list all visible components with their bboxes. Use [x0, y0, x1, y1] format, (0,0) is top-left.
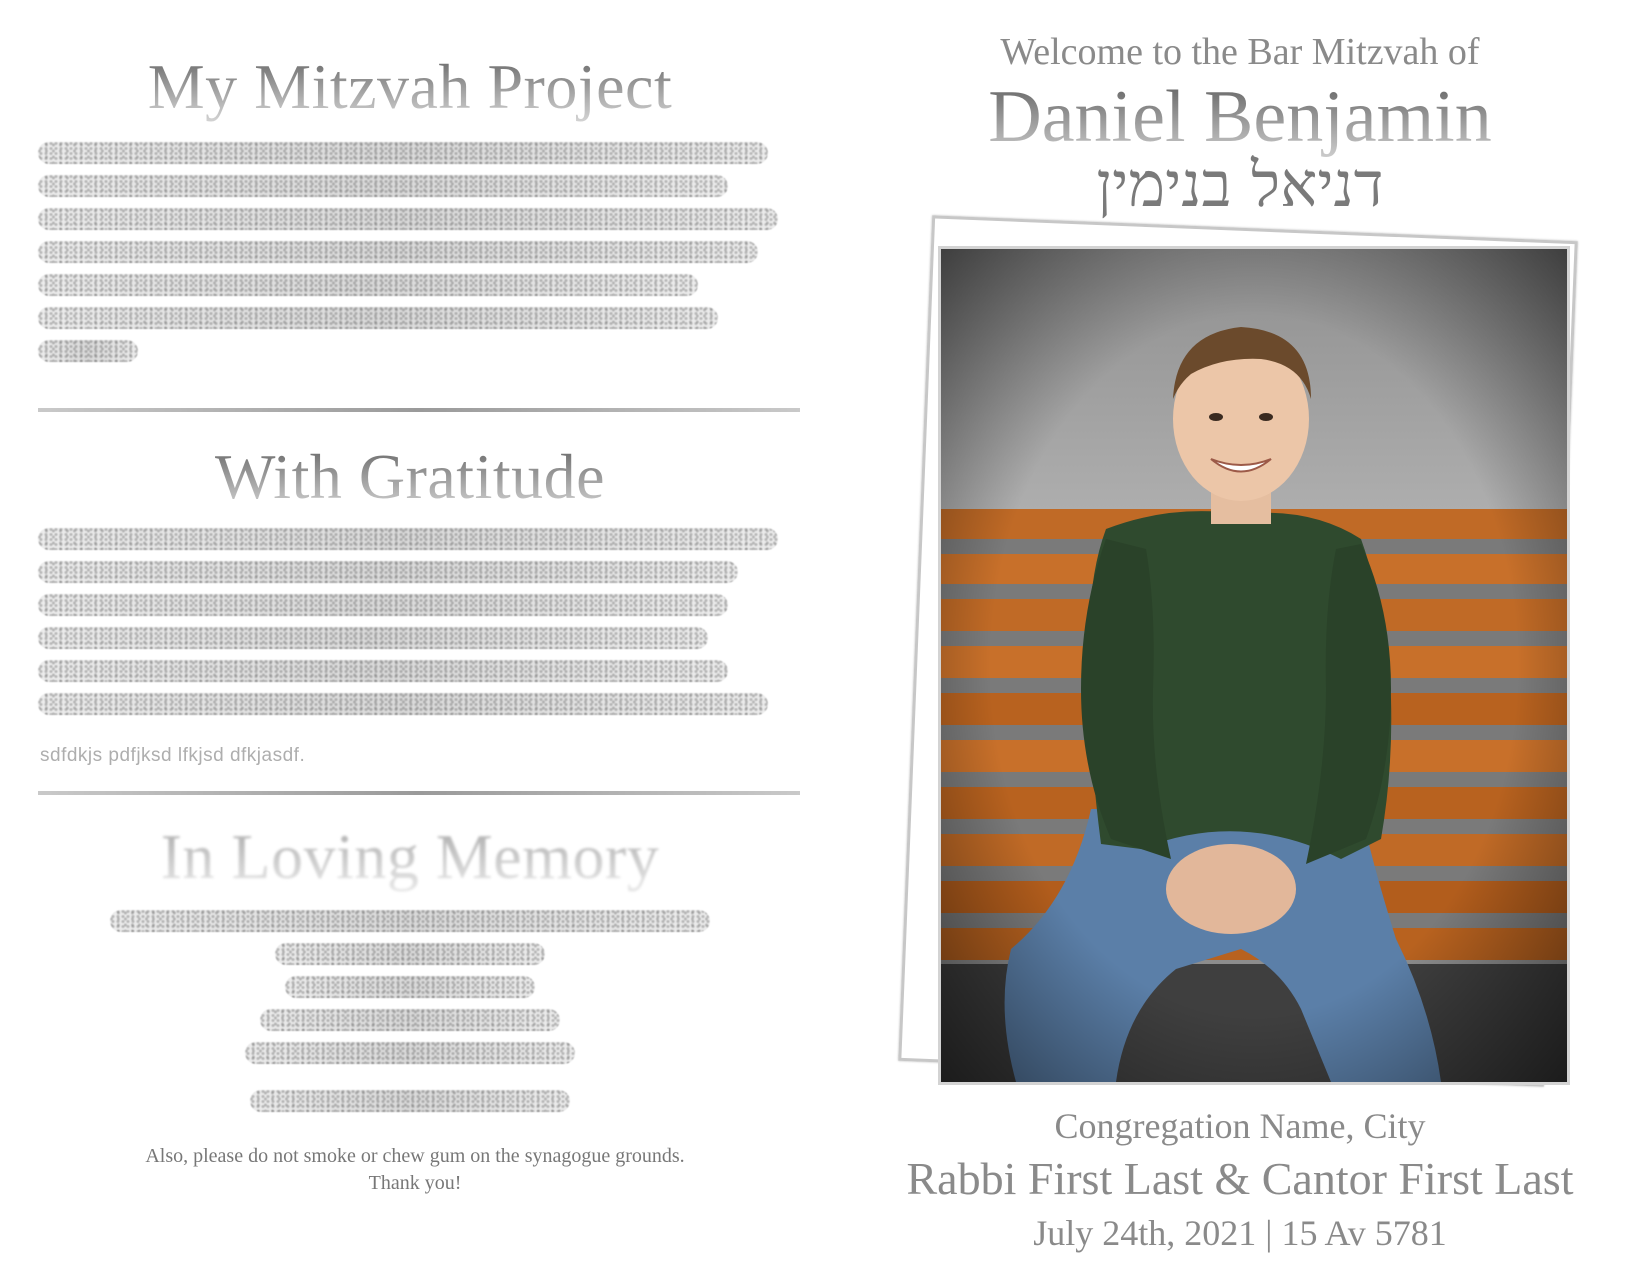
- portrait-photo-icon: [941, 249, 1567, 1082]
- portrait-photo: [938, 246, 1570, 1085]
- gratitude-title: With Gratitude: [0, 440, 820, 514]
- notice-line: Also, please do not smoke or chew gum on the synagogue grounds.: [145, 1145, 685, 1167]
- left-panel: [0, 0, 820, 1275]
- mitzvah-project-title: My Mitzvah Project: [0, 50, 820, 124]
- memory-redacted-text: [100, 910, 720, 1123]
- event-date: July 24th, 2021 | 15 Av 5781: [1033, 1213, 1447, 1253]
- memory-title: In Loving Memory: [0, 820, 820, 894]
- gratitude-redacted-text: [38, 528, 778, 726]
- section-divider-1: [38, 408, 800, 412]
- hebrew-name: דניאל בנימין: [1096, 148, 1384, 221]
- section-divider-2: [38, 791, 800, 795]
- welcome-line: Welcome to the Bar Mitzvah of: [1000, 31, 1480, 73]
- gratitude-partial-line: sdfdkjs pdfjksd lfkjsd dfkjasdf.: [40, 745, 306, 766]
- clergy-line: Rabbi First Last & Cantor First Last: [906, 1153, 1574, 1204]
- thank-you-line: Thank you!: [368, 1172, 462, 1194]
- bar-mitzvah-name: Daniel Benjamin: [830, 75, 1650, 160]
- congregation-line: Congregation Name, City: [1054, 1106, 1426, 1146]
- mitzvah-project-redacted-text: [38, 142, 778, 373]
